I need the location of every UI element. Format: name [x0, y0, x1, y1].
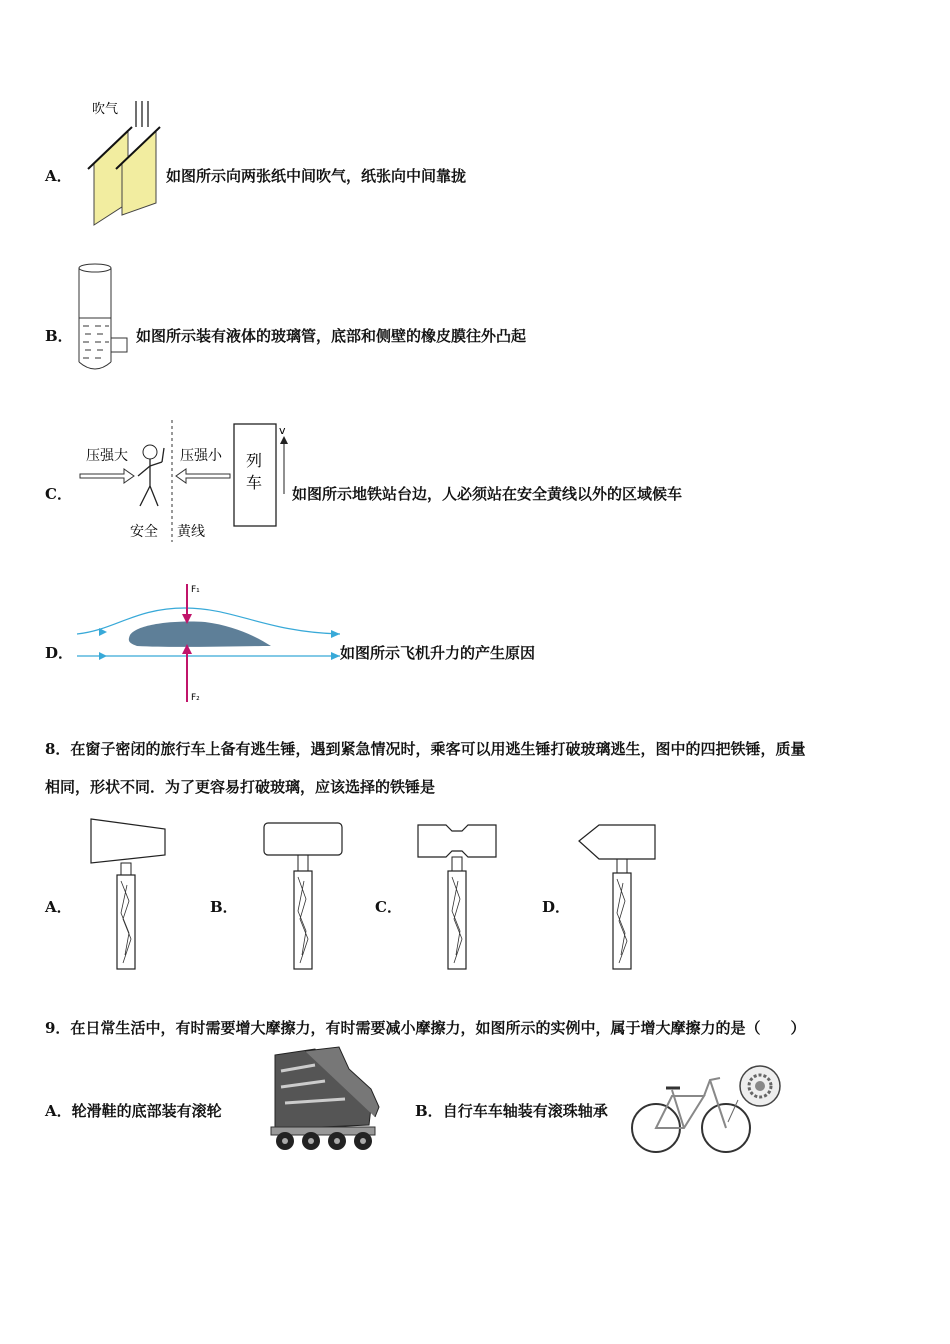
f1-label: F₁ [191, 585, 200, 595]
f2-label: F₂ [191, 693, 200, 703]
airplane-wing-figure [75, 580, 345, 705]
liquid-tube-figure [75, 262, 140, 377]
q9-option-b-text: 自行车车轴装有滚珠轴承 [442, 1102, 608, 1120]
q9-option-a-label: A． [45, 1102, 72, 1120]
option-c-text: 如图所示地铁站台边，人必须站在安全黄线以外的区域候车 [292, 485, 683, 503]
subway-platform-figure [78, 420, 293, 545]
hammer-a-label: A． [45, 898, 72, 916]
train-char-2: 车 [246, 473, 263, 492]
q8-stem-line-1: 8．在窗子密闭的旅行车上备有逃生锤，遇到紧急情况时，乘客可以用逃生锤打破玻璃逃生，图中的四把铁锤，质量 [45, 740, 806, 758]
hammer-a-figure [85, 815, 170, 973]
option-a-label: A． [45, 167, 72, 185]
option-d-label: D． [45, 644, 74, 662]
option-d-text: 如图所示飞机升力的产生原因 [340, 644, 536, 662]
q9-stem: 9．在日常生活中，有时需要增大摩擦力，有时需要减小摩擦力，如图所示的实例中，属于增大摩擦力的是（ ） [45, 1019, 806, 1037]
blowing-paper-figure [80, 95, 170, 230]
q9-option-b-label: B． [415, 1102, 443, 1120]
option-b-text: 如图所示装有液体的玻璃管，底部和侧壁的橡皮膜往外凸起 [136, 327, 527, 345]
option-b-label: B． [45, 327, 73, 345]
q9-option-a [45, 1100, 222, 1121]
hammer-d-figure [575, 815, 660, 973]
high-pressure-label: 压强大 [86, 448, 128, 464]
hammer-c-figure [412, 815, 502, 973]
velocity-label: v [279, 424, 286, 437]
yellow-line-label: 黄线 [177, 524, 205, 540]
blow-label: 吹气 [92, 102, 119, 117]
train-char-1: 列 [246, 451, 263, 470]
bicycle-image [628, 1060, 788, 1160]
option-a-text: 如图所示向两张纸中间吹气，纸张向中间靠拢 [166, 167, 467, 185]
roller-skate-image [245, 1045, 385, 1155]
q8-stem-line-2: 相同，形状不同．为了更容易打破玻璃，应该选择的铁锤是 [45, 778, 436, 796]
option-c-label: C． [45, 485, 72, 503]
hammer-c-label: C． [375, 898, 402, 916]
hammer-d-label: D． [542, 898, 571, 916]
hammer-b-figure [260, 815, 345, 973]
q9-option-b [415, 1100, 608, 1121]
low-pressure-label: 压强小 [180, 448, 222, 464]
q9-option-a-text: 轮滑鞋的底部装有滚轮 [71, 1102, 222, 1120]
safe-label: 安全 [130, 524, 158, 540]
hammer-b-label: B． [210, 898, 238, 916]
